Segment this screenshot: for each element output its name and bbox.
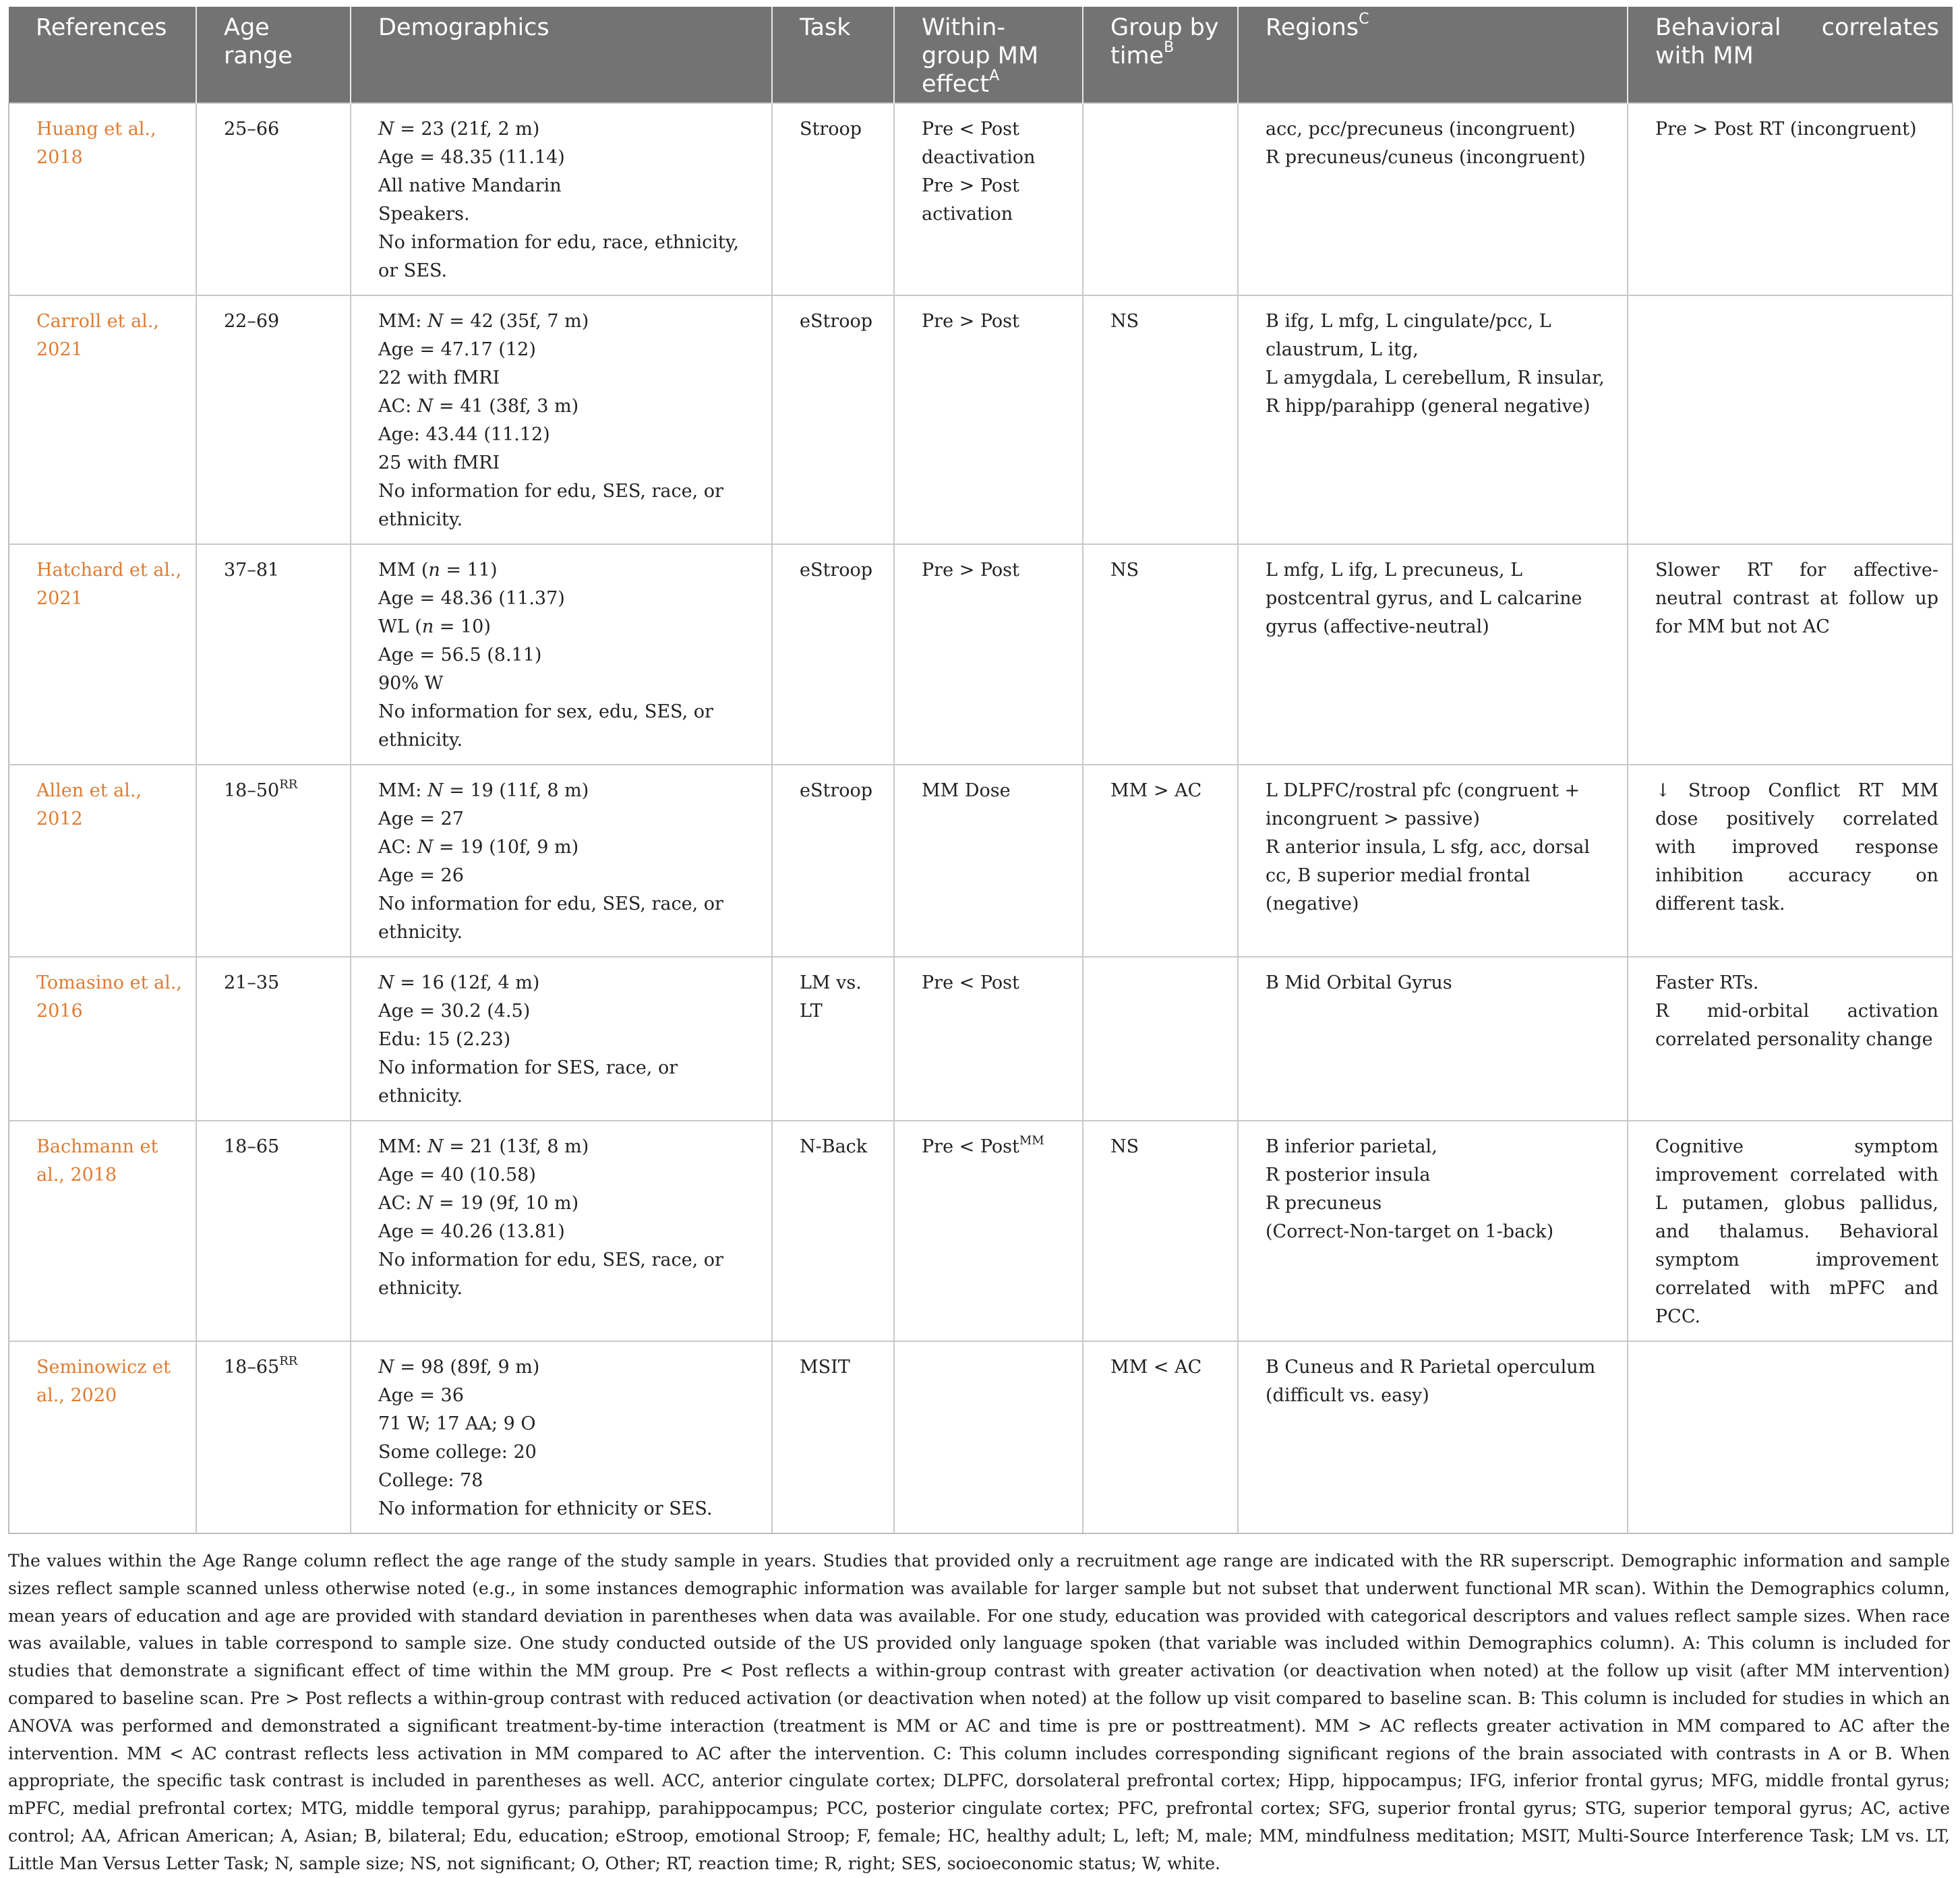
reference-cell: Seminowicz et al., 2020 xyxy=(9,1341,196,1533)
table-row xyxy=(9,295,1953,544)
demographics-line: MM (n = 11) xyxy=(378,560,498,581)
demographics-line: N = 16 (12f, 4 m) xyxy=(378,972,540,993)
reference-cell: Carroll et al., 2021 xyxy=(9,295,196,544)
demographics-line: AC: N = 19 (10f, 9 m) xyxy=(378,837,579,858)
behavioral-cell xyxy=(1628,765,1953,957)
demographics-cell xyxy=(351,1341,772,1533)
task-cell: LM vs. LT xyxy=(772,957,894,1121)
regions-line: L DLPFC/rostral pfc (congruent + incongruent > passive) xyxy=(1266,780,1580,829)
demographics-line: 25 with fMRI xyxy=(378,452,500,473)
demographics-line: Age = 40 (10.58) xyxy=(378,1165,536,1185)
regions-line: B Cuneus and R Parietal operculum (difficult vs. easy) xyxy=(1266,1357,1596,1406)
age-range-superscript: RR xyxy=(279,1354,298,1368)
regions-line: B inferior parietal, xyxy=(1266,1136,1437,1157)
demographics-line: All native Mandarin xyxy=(378,175,562,196)
regions-cell xyxy=(1238,1121,1628,1341)
within-group-cell: Pre > Post xyxy=(894,544,1083,765)
regions-line: acc, pcc/precuneus (incongruent) xyxy=(1266,119,1576,140)
header-references: References xyxy=(9,7,196,103)
demographics-line: Age = 47.17 (12) xyxy=(378,339,536,360)
demographics-line: No information for edu, SES, race, or ethnicity. xyxy=(378,481,723,530)
regions-cell xyxy=(1238,765,1628,957)
demographics-line: 71 W; 17 AA; 9 O xyxy=(378,1413,536,1434)
age-range-cell: 18–65 xyxy=(196,1121,351,1341)
behavioral-line: R mid-orbital activation correlated personality change xyxy=(1655,1001,1938,1050)
regions-cell xyxy=(1238,544,1628,765)
demographics-line: MM: N = 21 (13f, 8 m) xyxy=(378,1136,589,1157)
demographics-line: N = 98 (89f, 9 m) xyxy=(378,1357,540,1378)
task-cell: eStroop xyxy=(772,295,894,544)
header-behavioral: Behavioral correlates with MM xyxy=(1628,7,1953,103)
regions-line: R anterior insula, L sfg, acc, dorsal cc, B superior medial frontal (negative) xyxy=(1266,837,1591,914)
age-range-cell: 21–35 xyxy=(196,957,351,1121)
demographics-line: WL (n = 10) xyxy=(378,616,491,637)
header-demographics: Demographics xyxy=(351,7,772,103)
header-age-range: Age range xyxy=(196,7,351,103)
regions-cell xyxy=(1238,957,1628,1121)
table-row xyxy=(9,957,1953,1121)
behavioral-cell xyxy=(1628,103,1953,295)
table-row xyxy=(9,1121,1953,1341)
table-row xyxy=(9,1341,1953,1533)
demographics-line: N = 23 (21f, 2 m) xyxy=(378,119,540,140)
demographics-line: Age = 48.35 (11.14) xyxy=(378,147,565,168)
regions-line: B ifg, L mfg, L cingulate/pcc, L claustrum, L itg, xyxy=(1266,311,1551,360)
group-by-time-cell xyxy=(1083,957,1238,1121)
demographics-line: No information for edu, SES, race, or ethnicity. xyxy=(378,1250,723,1299)
demographics-line: AC: N = 19 (9f, 10 m) xyxy=(378,1193,579,1214)
reference-cell: Bachmann et al., 2018 xyxy=(9,1121,196,1341)
demographics-line: No information for ethnicity or SES. xyxy=(378,1498,713,1519)
task-cell: eStroop xyxy=(772,544,894,765)
header-group-by-time: Group by time$^B$ xyxy=(1083,7,1238,103)
regions-line: (Correct-Non-target on 1-back) xyxy=(1266,1221,1554,1242)
demographics-line: Age: 43.44 (11.12) xyxy=(378,424,550,445)
table-row xyxy=(9,103,1953,295)
header-row xyxy=(9,7,1953,103)
within-group-cell: Pre > Post xyxy=(894,295,1083,544)
regions-line: R precuneus xyxy=(1266,1193,1382,1214)
within-group-superscript: MM xyxy=(1019,1134,1044,1148)
studies-table xyxy=(8,7,1953,1534)
reference-cell: Tomasino et al., 2016 xyxy=(9,957,196,1121)
within-group-cell: MM Dose xyxy=(894,765,1083,957)
demographics-line: Age = 56.5 (8.11) xyxy=(378,645,542,666)
within-group-cell: Pre < Post xyxy=(894,957,1083,1121)
demographics-line: Age = 27 xyxy=(378,809,464,829)
behavioral-cell xyxy=(1628,1121,1953,1341)
within-group-cell xyxy=(894,1341,1083,1533)
regions-cell xyxy=(1238,103,1628,295)
regions-line: R precuneus/cuneus (incongruent) xyxy=(1266,147,1586,168)
regions-line: R posterior insula xyxy=(1266,1165,1431,1185)
regions-cell xyxy=(1238,295,1628,544)
task-cell: MSIT xyxy=(772,1341,894,1533)
group-by-time-cell xyxy=(1083,103,1238,295)
demographics-line: 90% W xyxy=(378,673,444,694)
demographics-cell xyxy=(351,295,772,544)
task-cell: N-Back xyxy=(772,1121,894,1341)
table-row xyxy=(9,544,1953,765)
table-row xyxy=(9,765,1953,957)
group-by-time-cell: MM > AC xyxy=(1083,765,1238,957)
regions-cell xyxy=(1238,1341,1628,1533)
header-within-group: Within-group MM effect$^A$ xyxy=(894,7,1083,103)
demographics-line: Age = 30.2 (4.5) xyxy=(378,1001,531,1022)
reference-cell: Huang et al., 2018 xyxy=(9,103,196,295)
demographics-line: No information for edu, race, ethnicity, or SES. xyxy=(378,232,739,281)
demographics-line: College: 78 xyxy=(378,1470,483,1491)
demographics-line: No information for SES, race, or ethnicity. xyxy=(378,1057,678,1107)
demographics-line: Speakers. xyxy=(378,204,470,225)
age-range-superscript: RR xyxy=(279,777,298,792)
within-group-cell: Pre < Post$^{MM}$ xyxy=(894,1121,1083,1341)
demographics-cell xyxy=(351,103,772,295)
demographics-line: 22 with fMRI xyxy=(378,368,500,388)
demographics-line: AC: N = 41 (38f, 3 m) xyxy=(378,396,579,417)
task-cell: Stroop xyxy=(772,103,894,295)
behavioral-line: Slower RT for affective-neutral contrast at follow up for MM but not AC xyxy=(1655,560,1938,637)
demographics-line: Age = 48.36 (11.37) xyxy=(378,588,565,609)
behavioral-cell xyxy=(1628,544,1953,765)
demographics-cell xyxy=(351,957,772,1121)
header-task: Task xyxy=(772,7,894,103)
behavioral-line: Pre > Post RT (incongruent) xyxy=(1655,119,1917,140)
age-range-cell: $18-50^{RR}$ xyxy=(196,765,351,957)
behavioral-cell xyxy=(1628,295,1953,544)
demographics-cell xyxy=(351,765,772,957)
regions-line: L mfg, L ifg, L precuneus, L postcentral gyrus, and L calcarine gyrus (affective-neutral) xyxy=(1266,560,1582,637)
demographics-line: Age = 40.26 (13.81) xyxy=(378,1221,565,1242)
behavioral-cell xyxy=(1628,957,1953,1121)
age-range-cell: 37–81 xyxy=(196,544,351,765)
within-group-cell: Pre < Post deactivation Pre > Post activation xyxy=(894,103,1083,295)
demographics-cell xyxy=(351,1121,772,1341)
demographics-line: No information for edu, SES, race, or ethnicity. xyxy=(378,893,723,943)
regions-line: L amygdala, L cerebellum, R insular, R hipp/parahipp (general negative) xyxy=(1266,368,1605,417)
demographics-line: Age = 26 xyxy=(378,865,464,886)
age-range-cell: 25–66 xyxy=(196,103,351,295)
group-by-time-cell: NS xyxy=(1083,1121,1238,1341)
reference-cell: Allen et al., 2012 xyxy=(9,765,196,957)
demographics-line: Edu: 15 (2.23) xyxy=(378,1029,511,1050)
age-range-cell: $18-65^{RR}$ xyxy=(196,1341,351,1533)
behavioral-line: Cognitive symptom improvement correlated with L putamen, globus pallidus, and thalamus. Behavioral symptom improvement correlated with mPFC and PCC. xyxy=(1655,1136,1938,1327)
task-cell: eStroop xyxy=(772,765,894,957)
age-range-cell: 22–69 xyxy=(196,295,351,544)
group-by-time-cell: NS xyxy=(1083,295,1238,544)
behavioral-cell xyxy=(1628,1341,1953,1533)
demographics-line: Age = 36 xyxy=(378,1385,464,1406)
behavioral-line: ↓ Stroop Conflict RT MM dose positively correlated with improved response inhibition accuracy on different task. xyxy=(1655,780,1938,914)
group-by-time-cell: MM < AC xyxy=(1083,1341,1238,1533)
demographics-line: MM: N = 19 (11f, 8 m) xyxy=(378,780,589,801)
reference-cell: Hatchard et al., 2021 xyxy=(9,544,196,765)
demographics-line: Some college: 20 xyxy=(378,1442,537,1463)
demographics-cell xyxy=(351,544,772,765)
header-regions: Regions$^C$ xyxy=(1238,7,1628,103)
behavioral-line: Faster RTs. xyxy=(1655,972,1759,993)
group-by-time-cell: NS xyxy=(1083,544,1238,765)
demographics-line: No information for sex, edu, SES, or ethnicity. xyxy=(378,701,713,751)
demographics-line: MM: N = 42 (35f, 7 m) xyxy=(378,311,589,332)
regions-line: B Mid Orbital Gyrus xyxy=(1266,972,1452,993)
table-footnote: The values within the Age Range column reflect the age range of the study sample in years. Studies that provided only a recruitment age range are indicated with the RR superscript. Demographic information and sample sizes reflect sample scanned unless otherwise noted (e.g., in some instances demographic information was available for larger sample but not subset that underwent functional MR scan). Within the Demographics column, mean years of education and age are provided with standard deviation in parentheses when data was available. For one study, education was provided with categorical descriptors and values reflect sample sizes. When race was available, values in table correspond to sample size. One study conducted outside of the US provided only language spoken (that variable was included within Demographics column). A: This column is included for studies that demonstrate a significant effect of time within the MM group. Pre < Post reflects a within-group contrast with greater activation (or deactivation when noted) at the follow up visit (after MM intervention) compared to baseline scan. Pre > Post reflects a within-group contrast with reduced activation (or deactivation when noted) at the follow up visit compared to baseline scan. B: This column is included for studies in which an ANOVA was performed and demonstrated a significant treatment-by-time interaction (treatment is MM or AC and time is pre or posttreatment). MM > AC reflects greater activation in MM compared to AC after the intervention. MM < AC contrast reflects less activation in MM compared to AC after the intervention. C: This column includes corresponding significant regions of the brain associated with contrasts in A or B. When appropriate, the specific task contrast is included in parentheses as well. ACC, anterior cingulate cortex; DLPFC, dorsolateral prefrontal cortex; Hipp, hippocampus; IFG, inferior frontal gyrus; MFG, middle frontal gyrus; mPFC, medial prefrontal cortex; MTG, middle temporal gyrus; parahipp, parahippocampus; PCC, posterior cingulate cortex; PFC, prefrontal cortex; SFG, superior frontal gyrus; STG, superior temporal gyrus; AC, active control; AA, African American; A, Asian; B, bilateral; Edu, education; eStroop, emotional Stroop; F, female; HC, healthy adult; L, left; M, male; MM, mindfulness meditation; MSIT, Multi-Source Interference Task; LM vs. LT, Little Man Versus Letter Task; N, sample size; NS, not significant; O, Other; RT, reaction time; R, right; SES, socioeconomic status; W, white. xyxy=(8,1551,1950,1873)
